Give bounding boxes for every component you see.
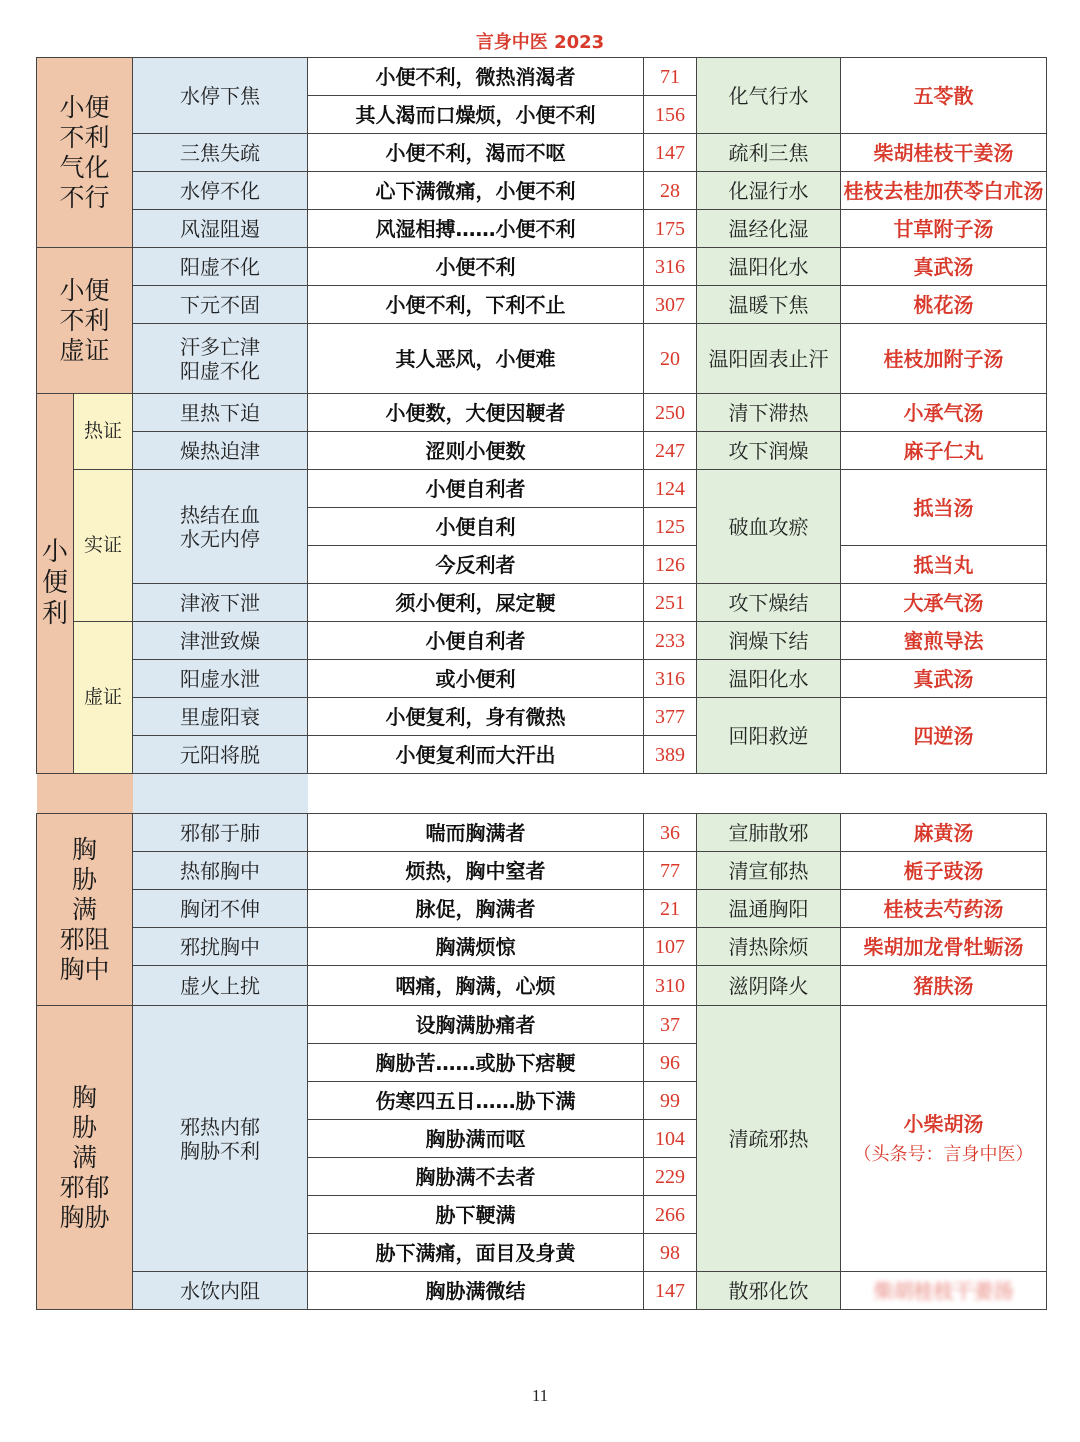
mechanism-cell: 汗多亡津 阳虚不化 [133, 324, 308, 394]
clause-number: 175 [644, 210, 697, 248]
treatment-cell: 清疏邪热 [697, 1006, 841, 1272]
treatment-cell: 回阳救逆 [697, 698, 841, 774]
clause-number: 316 [644, 660, 697, 698]
formula-cell: 柴胡加龙骨牡蛎汤 [841, 928, 1047, 966]
clause-number: 266 [644, 1196, 697, 1234]
symptom-cell: 脉促，胸满者 [308, 890, 644, 928]
formula-cell: 四逆汤 [841, 698, 1047, 774]
clause-number: 98 [644, 1234, 697, 1272]
table-row [37, 248, 1047, 286]
spacer-cell [133, 774, 308, 814]
treatment-cell: 攻下润燥 [697, 432, 841, 470]
table-row [37, 698, 1047, 736]
clause-number: 126 [644, 546, 697, 584]
formula-name: 柴胡桂枝干姜汤 [873, 1278, 1014, 1303]
clause-number: 247 [644, 432, 697, 470]
symptom-cell: 涩则小便数 [308, 432, 644, 470]
formula-cell: 桂枝去芍药汤 [841, 890, 1047, 928]
table-row [37, 394, 1047, 432]
mechanism-cell: 津泄致燥 [133, 622, 308, 660]
formula-note: （头条号：言身中医） [853, 1143, 1034, 1165]
category-cell: 胸 胁 满 邪郁 胸胁 [37, 1006, 133, 1310]
mechanism-cell: 水饮内阻 [133, 1272, 308, 1310]
symptom-cell: 或小便利 [308, 660, 644, 698]
table-row [37, 286, 1047, 324]
table-row [37, 432, 1047, 470]
mechanism-cell: 热结在血 水无内停 [133, 470, 308, 584]
formula-cell: 真武汤 [841, 248, 1047, 286]
subcategory-cell: 热证 [74, 394, 133, 470]
symptom-cell: 今反利者 [308, 546, 644, 584]
treatment-cell: 疏利三焦 [697, 134, 841, 172]
clause-number: 99 [644, 1082, 697, 1120]
clause-number: 28 [644, 172, 697, 210]
treatment-cell: 温阳化水 [697, 660, 841, 698]
clause-number: 107 [644, 928, 697, 966]
symptom-cell: 小便自利者 [308, 470, 644, 508]
mechanism-cell: 邪扰胸中 [133, 928, 308, 966]
symptom-cell: 小便复利而大汗出 [308, 736, 644, 774]
symptom-cell: 咽痛，胸满，心烦 [308, 966, 644, 1006]
formula-cell [841, 1272, 1047, 1310]
table-row [37, 470, 1047, 508]
symptom-cell: 小便数，大便因鞕者 [308, 394, 644, 432]
clause-number: 21 [644, 890, 697, 928]
treatment-cell: 温阳化水 [697, 248, 841, 286]
spacer-row [37, 774, 1047, 814]
formula-cell: 麻黄汤 [841, 814, 1047, 852]
treatment-cell: 化气行水 [697, 58, 841, 134]
formula-cell: 抵当汤 [841, 470, 1047, 546]
treatment-cell: 清热除烦 [697, 928, 841, 966]
treatment-cell: 破血攻瘀 [697, 470, 841, 584]
table-row [37, 966, 1047, 1006]
formula-cell [841, 1006, 1047, 1272]
table-row [37, 58, 1047, 96]
mechanism-cell: 虚火上扰 [133, 966, 308, 1006]
formula-cell: 蜜煎导法 [841, 622, 1047, 660]
symptom-cell: 胸胁满而呕 [308, 1120, 644, 1158]
treatment-cell: 宣肺散邪 [697, 814, 841, 852]
formula-name: 小柴胡汤 [903, 1111, 984, 1136]
clause-number: 307 [644, 286, 697, 324]
treatment-cell: 温阳固表止汗 [697, 324, 841, 394]
formula-cell: 麻子仁丸 [841, 432, 1047, 470]
clause-number: 37 [644, 1006, 697, 1044]
symptom-cell: 风湿相搏……小便不利 [308, 210, 644, 248]
treatment-cell: 清宣郁热 [697, 852, 841, 890]
syndrome-table [36, 57, 1047, 1310]
symptom-cell: 伤寒四五日……胁下满 [308, 1082, 644, 1120]
clause-number: 96 [644, 1044, 697, 1082]
clause-number: 147 [644, 1272, 697, 1310]
formula-cell: 栀子豉汤 [841, 852, 1047, 890]
subcategory-cell: 实证 [74, 470, 133, 622]
symptom-cell: 心下满微痛，小便不利 [308, 172, 644, 210]
page-title: 言身中医 2023 [475, 32, 605, 53]
formula-cell: 桂枝去桂加茯苓白朮汤 [841, 172, 1047, 210]
category-cell: 胸 胁 满 邪阻 胸中 [37, 814, 133, 1006]
formula-cell: 柴胡桂枝干姜汤 [841, 134, 1047, 172]
symptom-cell: 小便自利者 [308, 622, 644, 660]
clause-number: 124 [644, 470, 697, 508]
symptom-cell: 须小便利，屎定鞕 [308, 584, 644, 622]
table-row [37, 210, 1047, 248]
mechanism-cell: 下元不固 [133, 286, 308, 324]
treatment-cell: 攻下燥结 [697, 584, 841, 622]
table-row [37, 584, 1047, 622]
formula-cell: 桂枝加附子汤 [841, 324, 1047, 394]
clause-number: 77 [644, 852, 697, 890]
treatment-cell: 润燥下结 [697, 622, 841, 660]
clause-number: 316 [644, 248, 697, 286]
symptom-cell: 小便不利，下利不止 [308, 286, 644, 324]
symptom-cell: 胁下鞕满 [308, 1196, 644, 1234]
formula-cell: 小承气汤 [841, 394, 1047, 432]
treatment-cell: 滋阴降火 [697, 966, 841, 1006]
table-row [37, 660, 1047, 698]
mechanism-cell: 水停不化 [133, 172, 308, 210]
treatment-cell: 清下滞热 [697, 394, 841, 432]
symptom-cell: 其人渴而口燥烦，小便不利 [308, 96, 644, 134]
mechanism-cell: 里热下迫 [133, 394, 308, 432]
mechanism-cell: 三焦失疏 [133, 134, 308, 172]
treatment-cell: 温暖下焦 [697, 286, 841, 324]
symptom-cell: 小便不利，微热消渴者 [308, 58, 644, 96]
symptom-cell: 胁下满痛，面目及身黄 [308, 1234, 644, 1272]
spacer-cell [308, 774, 1047, 814]
symptom-cell: 胸胁苦……或胁下痞鞕 [308, 1044, 644, 1082]
mechanism-cell: 元阳将脱 [133, 736, 308, 774]
spacer-cell [37, 774, 133, 814]
treatment-cell: 散邪化饮 [697, 1272, 841, 1310]
clause-number: 310 [644, 966, 697, 1006]
clause-number: 147 [644, 134, 697, 172]
formula-cell: 大承气汤 [841, 584, 1047, 622]
formula-cell: 抵当丸 [841, 546, 1047, 584]
clause-number: 156 [644, 96, 697, 134]
table-row [37, 1006, 1047, 1044]
page-number: 11 [531, 1386, 549, 1405]
category-cell: 小便 不利 气化 不行 [37, 58, 133, 248]
mechanism-cell: 水停下焦 [133, 58, 308, 134]
category-cell: 小便 不利 虚证 [37, 248, 133, 394]
symptom-cell: 小便自利 [308, 508, 644, 546]
treatment-cell: 化湿行水 [697, 172, 841, 210]
treatment-cell: 温通胸阳 [697, 890, 841, 928]
symptom-cell: 胸胁满不去者 [308, 1158, 644, 1196]
mechanism-cell: 风湿阻遏 [133, 210, 308, 248]
symptom-cell: 小便不利，渴而不呕 [308, 134, 644, 172]
table-row [37, 852, 1047, 890]
mechanism-cell: 邪郁于肺 [133, 814, 308, 852]
clause-number: 20 [644, 324, 697, 394]
mechanism-cell: 邪热内郁 胸胁不利 [133, 1006, 308, 1272]
symptom-cell: 喘而胸满者 [308, 814, 644, 852]
treatment-cell: 温经化湿 [697, 210, 841, 248]
mechanism-cell: 里虚阳衰 [133, 698, 308, 736]
mechanism-cell: 热郁胸中 [133, 852, 308, 890]
mechanism-cell: 津液下泄 [133, 584, 308, 622]
table-row [37, 172, 1047, 210]
formula-cell: 猪肤汤 [841, 966, 1047, 1006]
mechanism-cell: 阳虚水泄 [133, 660, 308, 698]
formula-cell: 五苓散 [841, 58, 1047, 134]
symptom-cell: 烦热，胸中窒者 [308, 852, 644, 890]
formula-cell: 甘草附子汤 [841, 210, 1047, 248]
category-cell: 小 便 利 [37, 394, 74, 774]
formula-cell: 真武汤 [841, 660, 1047, 698]
symptom-cell: 胸满烦惊 [308, 928, 644, 966]
table-row [37, 1272, 1047, 1310]
clause-number: 36 [644, 814, 697, 852]
clause-number: 389 [644, 736, 697, 774]
symptom-cell: 小便不利 [308, 248, 644, 286]
table-row [37, 324, 1047, 394]
clause-number: 71 [644, 58, 697, 96]
symptom-cell: 其人恶风，小便难 [308, 324, 644, 394]
mechanism-cell: 燥热迫津 [133, 432, 308, 470]
table-row [37, 134, 1047, 172]
symptom-cell: 设胸满胁痛者 [308, 1006, 644, 1044]
formula-cell: 桃花汤 [841, 286, 1047, 324]
table-row [37, 890, 1047, 928]
subcategory-cell: 虚证 [74, 622, 133, 774]
table-row [37, 814, 1047, 852]
table-row [37, 622, 1047, 660]
clause-number: 250 [644, 394, 697, 432]
clause-number: 104 [644, 1120, 697, 1158]
clause-number: 229 [644, 1158, 697, 1196]
mechanism-cell: 阳虚不化 [133, 248, 308, 286]
clause-number: 251 [644, 584, 697, 622]
table-row [37, 928, 1047, 966]
clause-number: 125 [644, 508, 697, 546]
clause-number: 233 [644, 622, 697, 660]
symptom-cell: 小便复利，身有微热 [308, 698, 644, 736]
symptom-cell: 胸胁满微结 [308, 1272, 644, 1310]
mechanism-cell: 胸闭不伸 [133, 890, 308, 928]
clause-number: 377 [644, 698, 697, 736]
